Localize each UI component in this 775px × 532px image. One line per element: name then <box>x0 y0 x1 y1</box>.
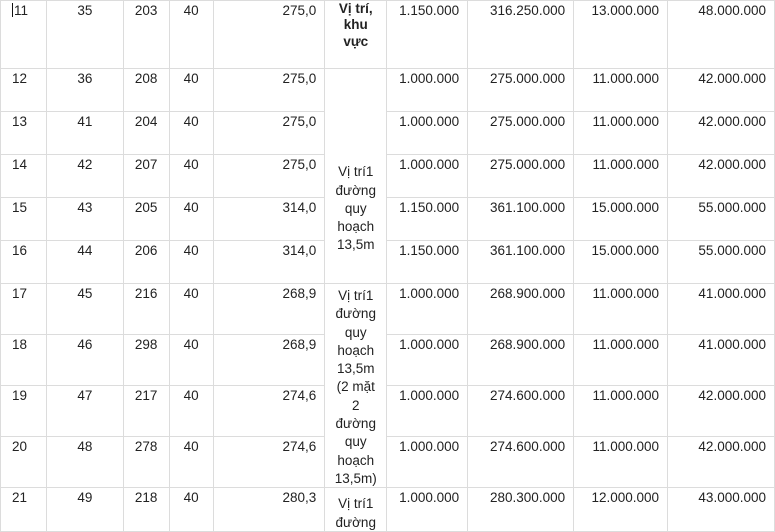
deposit-cell[interactable]: 42.000.000 <box>668 437 775 488</box>
bid-step-cell[interactable]: 11.000.000 <box>574 386 668 437</box>
total-price-cell[interactable]: 280.300.000 <box>468 488 574 532</box>
location-cell[interactable]: Vị trí1 đường quy hoạch 13,5m <box>325 69 387 284</box>
years-cell[interactable]: 40 <box>169 1 213 69</box>
deposit-cell[interactable]: 42.000.000 <box>668 112 775 155</box>
table-row <box>1 1 775 69</box>
deposit-cell[interactable]: 42.000.000 <box>668 69 775 112</box>
area-cell[interactable]: 314,0 <box>213 241 325 284</box>
years-cell[interactable]: 40 <box>169 155 213 198</box>
years-cell[interactable]: 40 <box>169 69 213 112</box>
total-price-cell[interactable]: 274.600.000 <box>468 437 574 488</box>
area-cell[interactable]: 274,6 <box>213 386 325 437</box>
stt-cell[interactable]: 18 <box>1 335 47 386</box>
total-price-cell[interactable]: 275.000.000 <box>468 112 574 155</box>
parcel-cell[interactable]: 278 <box>123 437 169 488</box>
bid-step-cell[interactable]: 15.000.000 <box>574 198 668 241</box>
lot-cell[interactable]: 47 <box>46 386 123 437</box>
years-cell[interactable]: 40 <box>169 386 213 437</box>
years-cell[interactable]: 40 <box>169 488 213 532</box>
parcel-cell[interactable]: 207 <box>123 155 169 198</box>
lot-cell[interactable]: 36 <box>46 69 123 112</box>
unit-price-cell[interactable]: 1.000.000 <box>387 112 468 155</box>
table-row <box>1 284 775 335</box>
table-row <box>1 386 775 437</box>
total-price-cell[interactable]: 268.900.000 <box>468 284 574 335</box>
parcel-cell[interactable]: 206 <box>123 241 169 284</box>
total-price-cell[interactable]: 268.900.000 <box>468 335 574 386</box>
years-cell[interactable]: 40 <box>169 335 213 386</box>
bid-step-cell[interactable]: 13.000.000 <box>574 1 668 69</box>
total-price-cell[interactable]: 361.100.000 <box>468 241 574 284</box>
total-price-cell[interactable]: 316.250.000 <box>468 1 574 69</box>
area-cell[interactable]: 275,0 <box>213 112 325 155</box>
table-row <box>1 437 775 488</box>
years-cell[interactable]: 40 <box>169 437 213 488</box>
years-cell[interactable]: 40 <box>169 198 213 241</box>
unit-price-cell[interactable]: 1.150.000 <box>387 198 468 241</box>
deposit-cell[interactable]: 43.000.000 <box>668 488 775 532</box>
lot-cell[interactable]: 41 <box>46 112 123 155</box>
parcel-cell[interactable]: 204 <box>123 112 169 155</box>
area-cell[interactable]: 280,3 <box>213 488 325 532</box>
deposit-cell[interactable]: 55.000.000 <box>668 198 775 241</box>
table-row <box>1 155 775 198</box>
stt-cell[interactable]: 14 <box>1 155 47 198</box>
bid-step-cell[interactable]: 15.000.000 <box>574 241 668 284</box>
area-cell[interactable]: 268,9 <box>213 284 325 335</box>
lot-cell[interactable]: 44 <box>46 241 123 284</box>
total-price-cell[interactable]: 275.000.000 <box>468 69 574 112</box>
lot-cell[interactable]: 43 <box>46 198 123 241</box>
parcel-cell[interactable]: 298 <box>123 335 169 386</box>
deposit-cell[interactable]: 48.000.000 <box>668 1 775 69</box>
parcel-cell[interactable]: 217 <box>123 386 169 437</box>
lot-cell[interactable]: 35 <box>46 1 123 69</box>
table-row <box>1 112 775 155</box>
stt-cell[interactable]: 20 <box>1 437 47 488</box>
deposit-cell[interactable]: 55.000.000 <box>668 241 775 284</box>
bid-step-cell[interactable]: 11.000.000 <box>574 284 668 335</box>
text-cursor <box>12 3 13 17</box>
table-row <box>1 198 775 241</box>
unit-price-cell[interactable]: 1.000.000 <box>387 284 468 335</box>
total-price-cell[interactable]: 361.100.000 <box>468 198 574 241</box>
years-cell[interactable]: 40 <box>169 241 213 284</box>
stt-cell[interactable]: 19 <box>1 386 47 437</box>
unit-price-cell[interactable]: 1.000.000 <box>387 69 468 112</box>
total-price-cell[interactable]: 275.000.000 <box>468 155 574 198</box>
stt-cell[interactable]: 21 <box>1 488 47 532</box>
parcel-cell[interactable]: 218 <box>123 488 169 532</box>
area-cell[interactable]: 268,9 <box>213 335 325 386</box>
years-cell[interactable]: 40 <box>169 284 213 335</box>
location-cell[interactable]: Vị trí1 đường quy hoạch 13,5m (2 mặt 2 đường quy hoạch 13,5m) <box>325 284 387 488</box>
table-row <box>1 335 775 386</box>
total-price-cell[interactable]: 274.600.000 <box>468 386 574 437</box>
table-row <box>1 69 775 112</box>
bid-step-cell[interactable]: 11.000.000 <box>574 335 668 386</box>
lot-cell[interactable]: 42 <box>46 155 123 198</box>
stt-cell[interactable]: 16 <box>1 241 47 284</box>
location-header-cell[interactable]: Vị trí, khu vực <box>325 1 387 69</box>
parcel-cell[interactable]: 216 <box>123 284 169 335</box>
bid-step-cell[interactable]: 11.000.000 <box>574 112 668 155</box>
area-cell[interactable]: 275,0 <box>213 155 325 198</box>
area-cell[interactable]: 274,6 <box>213 437 325 488</box>
unit-price-cell[interactable]: 1.000.000 <box>387 386 468 437</box>
stt-cell[interactable]: 15 <box>1 198 47 241</box>
bid-step-cell[interactable]: 11.000.000 <box>574 437 668 488</box>
area-cell[interactable]: 275,0 <box>213 69 325 112</box>
deposit-cell[interactable]: 42.000.000 <box>668 155 775 198</box>
bid-step-cell[interactable]: 11.000.000 <box>574 69 668 112</box>
stt-cell[interactable]: 12 <box>1 69 47 112</box>
years-cell[interactable]: 40 <box>169 112 213 155</box>
unit-price-cell[interactable]: 1.150.000 <box>387 1 468 69</box>
deposit-cell[interactable]: 42.000.000 <box>668 386 775 437</box>
deposit-cell[interactable]: 41.000.000 <box>668 284 775 335</box>
unit-price-cell[interactable]: 1.000.000 <box>387 335 468 386</box>
lot-cell[interactable]: 46 <box>46 335 123 386</box>
unit-price-cell[interactable]: 1.150.000 <box>387 241 468 284</box>
stt-cell[interactable]: 13 <box>1 112 47 155</box>
stt-cell[interactable]: 17 <box>1 284 47 335</box>
area-cell[interactable]: 275,0 <box>213 1 325 69</box>
unit-price-cell[interactable]: 1.000.000 <box>387 437 468 488</box>
location-cell[interactable]: Vị trí1 đường <box>325 488 387 532</box>
table-row <box>1 241 775 284</box>
parcel-cell[interactable]: 203 <box>123 1 169 69</box>
lot-cell[interactable]: 45 <box>46 284 123 335</box>
unit-price-cell[interactable]: 1.000.000 <box>387 488 468 532</box>
unit-price-cell[interactable]: 1.000.000 <box>387 155 468 198</box>
lot-cell[interactable]: 48 <box>46 437 123 488</box>
area-cell[interactable]: 314,0 <box>213 198 325 241</box>
bid-step-cell[interactable]: 11.000.000 <box>574 155 668 198</box>
stt-cell[interactable]: 11 <box>1 1 47 69</box>
bid-step-cell[interactable]: 12.000.000 <box>574 488 668 532</box>
table-row <box>1 488 775 532</box>
lot-cell[interactable]: 49 <box>46 488 123 532</box>
deposit-cell[interactable]: 41.000.000 <box>668 335 775 386</box>
parcel-cell[interactable]: 208 <box>123 69 169 112</box>
parcel-cell[interactable]: 205 <box>123 198 169 241</box>
